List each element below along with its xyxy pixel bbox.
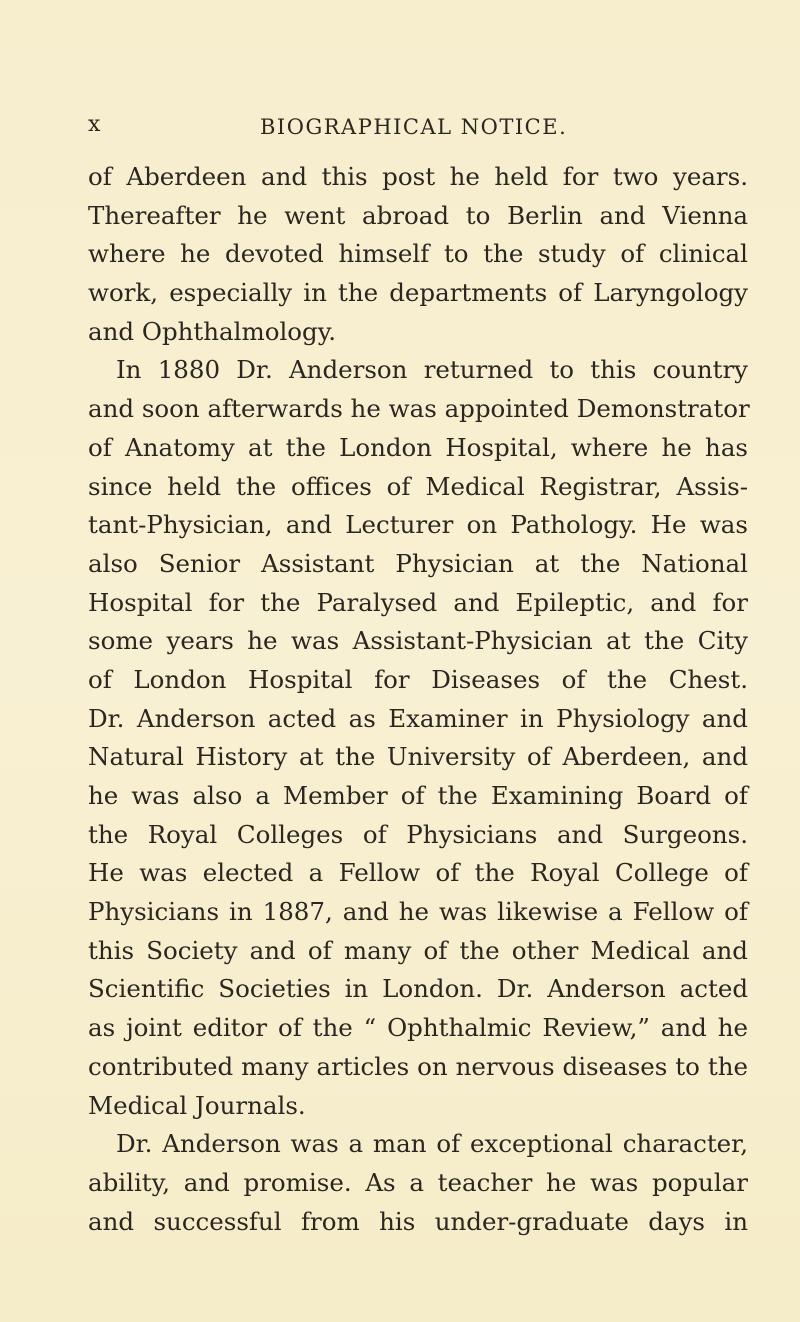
text-line: and soon afterwards he was appointed Demonstrator xyxy=(88,394,750,424)
text-line: of Anatomy at the London Hospital, where he has xyxy=(88,432,748,462)
text-line: this Society and of many of the other Medical and xyxy=(88,935,748,965)
text-line: since held the offices of Medical Registrar, Assis- xyxy=(88,471,748,501)
text-line: ability, and promise. As a teacher he was popular xyxy=(88,1167,748,1197)
text-line: of Aberdeen and this post he held for two years. xyxy=(88,162,748,191)
text-line: Scientific Societies in London. Dr. Anderson acted xyxy=(88,974,748,1004)
text-line: In 1880 Dr. Anderson returned to this country xyxy=(116,355,748,385)
text-line: Dr. Anderson acted as Examiner in Physiology and xyxy=(88,703,748,733)
running-head: BIOGRAPHICAL NOTICE. xyxy=(260,115,568,139)
body-text xyxy=(88,158,748,1241)
text-line: work, especially in the departments of Laryngology xyxy=(88,278,748,308)
text-line: and successful from his under-graduate days in xyxy=(88,1206,748,1236)
text-line: He was elected a Fellow of the Royal College of xyxy=(88,858,748,888)
text-line: also Senior Assistant Physician at the National xyxy=(88,548,748,578)
text-line: contributed many articles on nervous diseases to the xyxy=(88,1051,748,1081)
text-line: where he devoted himself to the study of clinical xyxy=(88,239,748,269)
text-line: tant-Physician, and Lecturer on Pathology. He was xyxy=(88,510,748,540)
text-line: as joint editor of the “ Ophthalmic Review,” and he xyxy=(88,1013,748,1043)
text-line: and Ophthalmology. xyxy=(88,316,337,346)
text-line: he was also a Member of the Examining Board of xyxy=(88,781,748,810)
text-line: Natural History at the University of Aberdeen, and xyxy=(88,742,748,772)
page-number: x xyxy=(88,112,102,137)
text-line: Medical Journals. xyxy=(88,1090,306,1120)
text-line: Hospital for the Paralysed and Epileptic, and for xyxy=(88,587,748,617)
text-line: Physicians in 1887, and he was likewise a Fellow of xyxy=(88,897,748,927)
text-line: the Royal Colleges of Physicians and Surgeons. xyxy=(88,819,748,849)
text-line: of London Hospital for Diseases of the Chest. xyxy=(88,664,748,694)
page-header xyxy=(88,112,760,144)
text-line: some years he was Assistant-Physician at the City xyxy=(88,626,748,656)
text-line: Dr. Anderson was a man of exceptional character, xyxy=(116,1129,748,1159)
text-line: Thereafter he went abroad to Berlin and Vienna xyxy=(88,200,748,230)
